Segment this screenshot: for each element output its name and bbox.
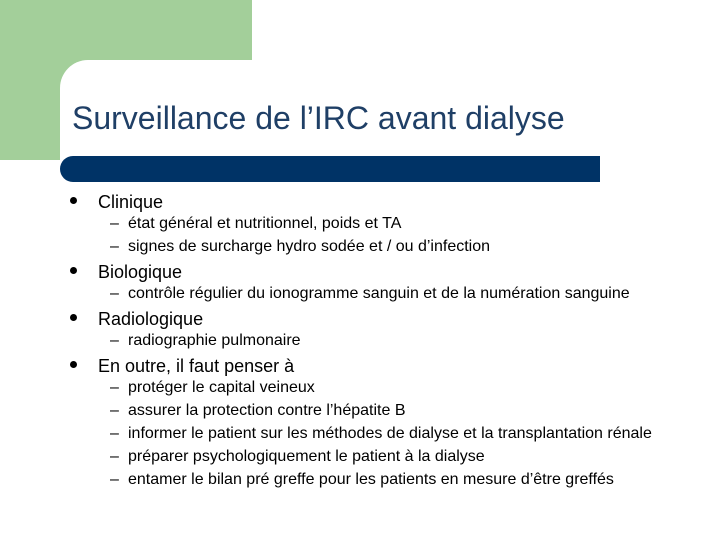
sub-item: – signes de surcharge hydro sodée et / ou d’infection <box>110 238 491 255</box>
bullet-dot-icon <box>70 267 77 274</box>
bullet-section-clinique <box>70 190 710 214</box>
section-label: En outre, il faut penser à <box>98 356 295 376</box>
slide-title: Surveillance de l’IRC avant dialyse <box>72 100 565 136</box>
sub-list <box>70 331 710 350</box>
section-label: Radiologique <box>98 309 204 329</box>
sub-item: – assurer la protection contre l’hépatite B <box>110 402 406 419</box>
sub-item: – radiographie pulmonaire <box>110 332 301 349</box>
dash-icon: – <box>110 238 119 255</box>
bullet-dot-icon <box>70 361 77 368</box>
dash-icon: – <box>110 379 119 396</box>
dash-icon: – <box>110 471 119 488</box>
sub-item: – entamer le bilan pré greffe pour les patients en mesure d’être greffés <box>110 471 614 488</box>
slide-content <box>70 188 710 493</box>
section-label: Biologique <box>98 262 183 282</box>
sub-list <box>70 284 710 303</box>
bullet-section-radiologique <box>70 307 710 331</box>
sub-list <box>70 214 710 256</box>
section-label: Clinique <box>98 192 164 212</box>
bullet-dot-icon <box>70 197 77 204</box>
bullet-section-biologique <box>70 260 710 284</box>
sub-item: – informer le patient sur les méthodes de dialyse et la transplantation rénale <box>110 425 652 442</box>
title-underline-bar <box>60 156 600 182</box>
dash-icon: – <box>110 402 119 419</box>
dash-icon: – <box>110 215 119 232</box>
bullet-dot-icon <box>70 314 77 321</box>
sub-item: – préparer psychologiquement le patient à la dialyse <box>110 448 485 465</box>
dash-icon: – <box>110 285 119 302</box>
sub-item: – protéger le capital veineux <box>110 379 315 396</box>
dash-icon: – <box>110 448 119 465</box>
bullet-section-en-outre <box>70 354 710 378</box>
sub-item: – contrôle régulier du ionogramme sanguin et de la numération sanguine <box>110 285 630 302</box>
dash-icon: – <box>110 425 119 442</box>
dash-icon: – <box>110 332 119 349</box>
sub-item: – état général et nutritionnel, poids et TA <box>110 215 402 232</box>
sub-list <box>70 378 710 489</box>
